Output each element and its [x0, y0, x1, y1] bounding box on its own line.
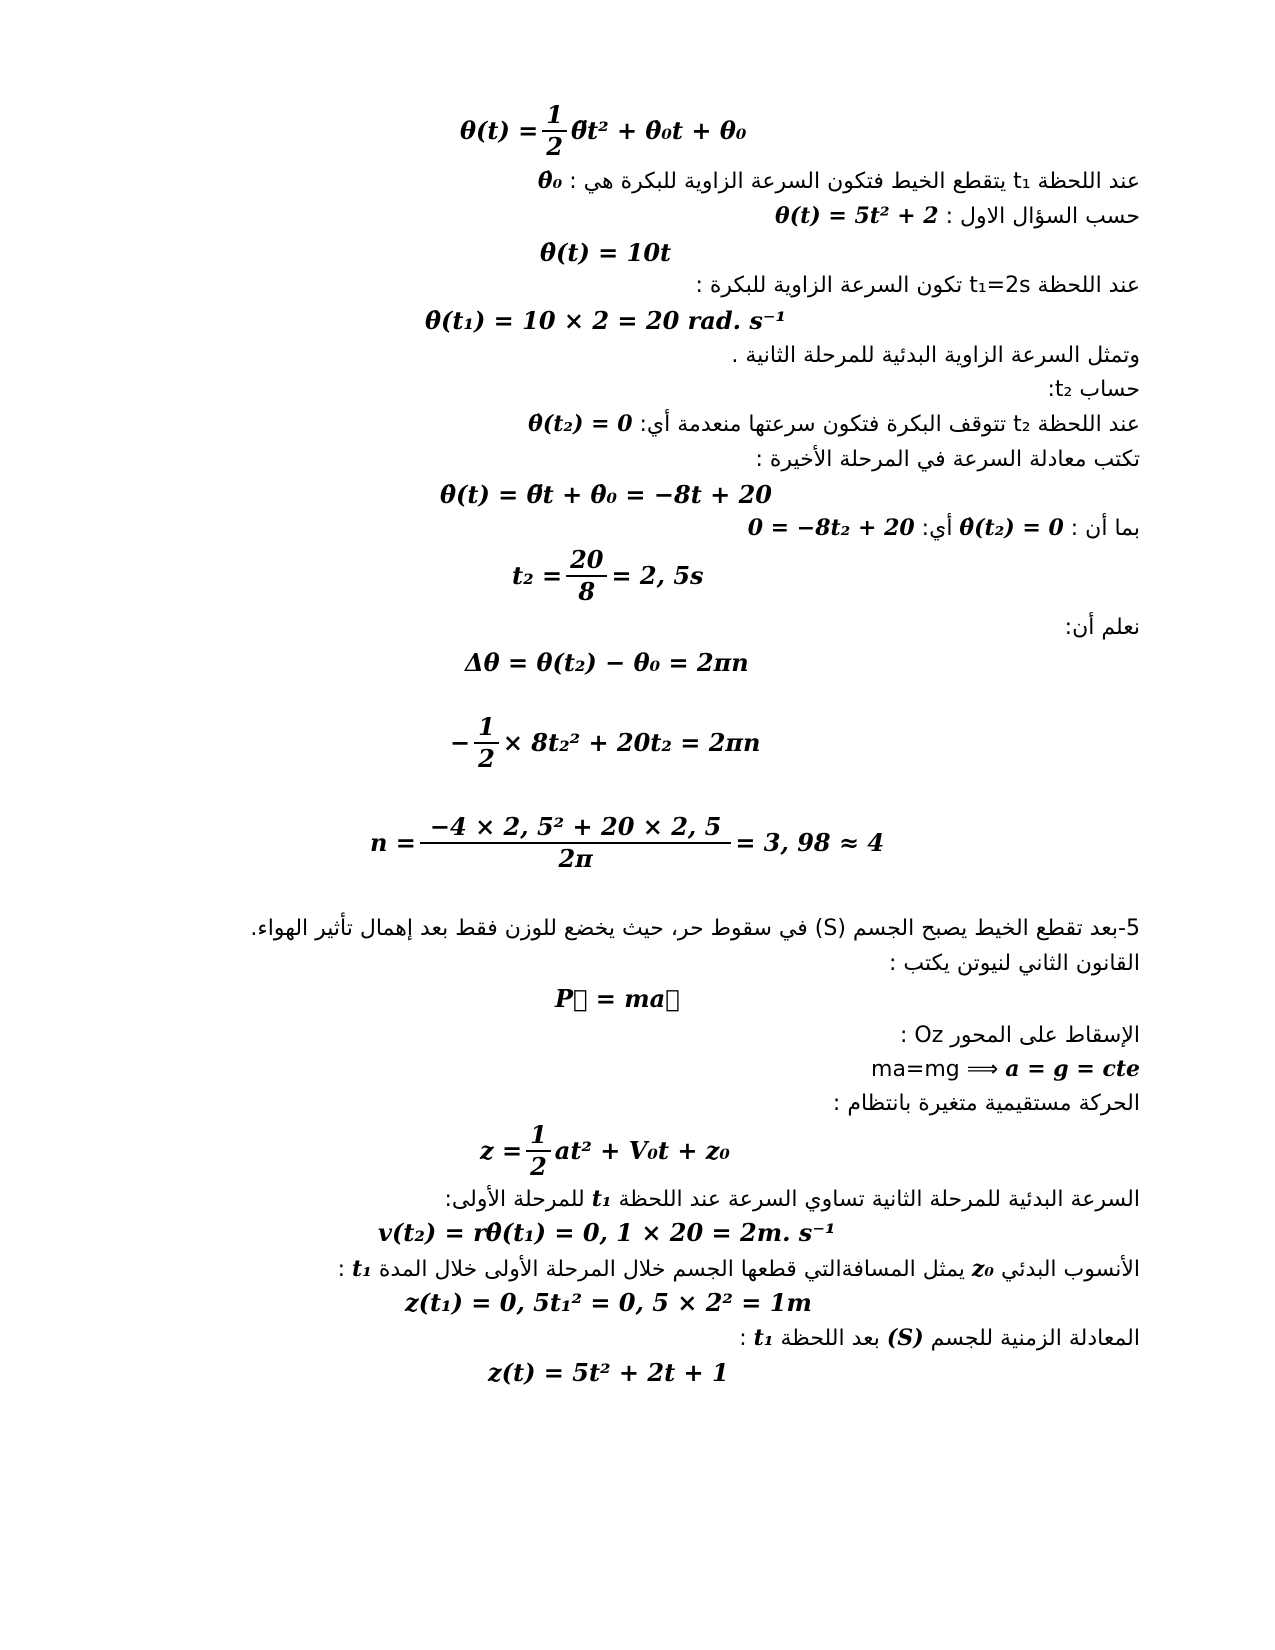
text-line: بما أن : θ̇(t₂) = 0 أي: 0 = −8t₂ + 20 [747, 515, 1140, 541]
equation-newton: P⃗ = ma⃗ [555, 984, 680, 1013]
text-line: عند اللحظة t₂ تتوقف البكرة فتكون سرعتها منعدمة أي: θ̇(t₂) = 0 [528, 411, 1140, 437]
text-line: ma=mg ⟹ a = g = cte [871, 1056, 1140, 1082]
text-line: المعادلة الزمنية للجسم (S) بعد اللحظة t₁ : [739, 1325, 1140, 1351]
equation-v-t2: v(t₂) = rθ̇(t₁) = 0, 1 × 20 = 2m. s⁻¹ [378, 1218, 836, 1247]
section-5-intro: 5-بعد تقطع الخيط يصبح الجسم (S) في سقوط حر، حيث يخضع للوزن فقط بعد إهمال تأثير الهواء. [250, 916, 1140, 941]
equation-z-general: z = $\frac{1}{2}$ at² + V₀t + z₀ [480, 1120, 730, 1181]
text-line: حسب السؤال الاول : θ(t) = 5t² + 2 [775, 203, 1140, 229]
text-line: حساب t₂: [1047, 377, 1140, 402]
equation-theta-dot-t1: θ̇(t₁) = 10 × 2 = 20 rad. s⁻¹ [425, 306, 787, 335]
equation-t2: t₂ = $\frac{20}{8}$ = 2, 5s [512, 545, 704, 606]
equation-z-t: z(t) = 5t² + 2t + 1 [488, 1358, 729, 1387]
equation-delta-theta: Δθ = θ(t₂) − θ₀ = 2πn [465, 648, 749, 677]
text-line: السرعة البدئية للمرحلة الثانية تساوي السرعة عند اللحظة t₁ للمرحلة الأولى: [444, 1186, 1140, 1212]
text-line: الإسقاط على المحور Oz : [899, 1023, 1140, 1048]
text-line: الحركة مستقيمية متغيرة بانتظام : [832, 1091, 1140, 1116]
text-line: الأنسوب البدئي z₀ يمثل المسافةالتي قطعها الجسم خلال المرحلة الأولى خلال المدة t₁ : [337, 1256, 1140, 1282]
text-line: نعلم أن: [1064, 615, 1140, 640]
text-line: وتمثل السرعة الزاوية البدئية للمرحلة الثانية . [731, 343, 1140, 368]
text-line: القانون الثاني لنيوتن يكتب : [888, 951, 1140, 976]
text-line: عند اللحظة t₁=2s تكون السرعة الزاوية للبكرة : [695, 273, 1140, 298]
equation-z-t1: z(t₁) = 0, 5t₁² = 0, 5 × 2² = 1m [405, 1288, 812, 1317]
equation-turns: − $\frac{1}{2}$ × 8t₂² + 20t₂ = 2πn [450, 712, 761, 773]
equation-velocity-last-phase: θ̇(t) = θ̈t + θ̇₀ = −8t + 20 [440, 480, 772, 509]
text-line: عند اللحظة t₁ يتقطع الخيط فتكون السرعة الزاوية للبكرة هي : θ̇₀ [537, 168, 1140, 194]
equation-n: n = $\frac{\text{−4 × 2, 5² + 20 × 2, 5}}{2\pi}$ = 3, 98 ≈ 4 [370, 812, 885, 873]
text-line: تكتب معادلة السرعة في المرحلة الأخيرة : [755, 447, 1140, 472]
equation-theta-t: θ(t) = $\frac{1}{2}$ θ̈t² + θ̇₀t + θ₀ [460, 100, 747, 161]
equation-theta-dot: θ̇(t) = 10t [540, 238, 672, 267]
